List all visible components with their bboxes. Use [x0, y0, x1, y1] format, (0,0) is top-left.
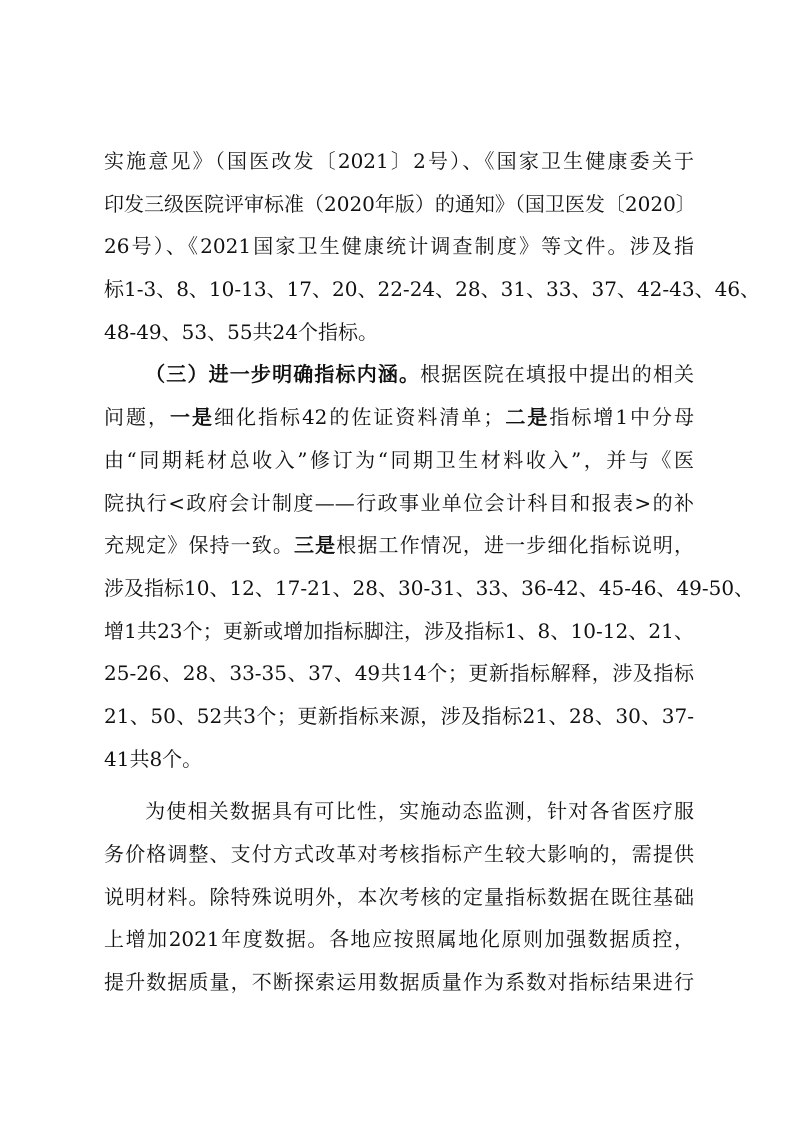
text-run: 根据工作情况，进一步细化指标说明， [336, 533, 695, 558]
emphasis-first: 一是 [169, 405, 214, 430]
text-run: 指标增1中分母 [549, 405, 695, 430]
text-line: 上增加2021年度数据。各地应按照属地化原则加强数据质控， [104, 927, 694, 952]
text-run: 根据医院在填报中提出的相关 [420, 362, 695, 387]
text-line: 实施意见》（国医改发〔2021〕2号）、《国家卫生健康委关于 [104, 149, 694, 173]
text-run: 充规定》保持一致。 [104, 533, 294, 558]
paragraph-gap [104, 780, 694, 790]
text-line: 由“同期耗材总收入”修订为“同期卫生材料收入”，并与《医 [104, 447, 694, 472]
text-line: 涉及指标10、12、17-21、28、30-31、33、36-42、45-46、49-50、 [104, 575, 755, 600]
paragraph-policy-references [104, 140, 761, 353]
text-run: 为使相关数据具有可比性，实施动态监测，针对各省医疗服 [144, 799, 694, 824]
text-line: 41共8个。 [104, 746, 203, 771]
text-line: 26号）、《2021国家卫生健康统计调查制度》等文件。涉及指 [104, 234, 694, 259]
text-line: 院执行<政府会计制度——行政事业单位会计科目和报表>的补 [104, 490, 694, 515]
text-line [104, 353, 694, 396]
text-line: 说明材料。除特殊说明外，本次考核的定量指标数据在既往基础 [104, 884, 694, 909]
text-line [104, 524, 694, 567]
paragraph-data-comparability [104, 790, 694, 1003]
text-run: 问题， [104, 405, 170, 430]
text-line: 印发三级医院评审标准（2020年版）的通知》（国卫医发〔2020〕 [104, 191, 696, 216]
text-line: 21、50、52共3个；更新指标来源，涉及指标21、28、30、37- [104, 703, 694, 728]
text-line [104, 396, 694, 439]
text-run: 细化指标42的佐证资料清单； [213, 405, 504, 430]
emphasis-second: 二是 [503, 405, 550, 430]
text-line: 提升数据质量，不断探索运用数据质量作为系数对指标结果进行 [104, 970, 694, 995]
emphasis-third: 三是 [294, 533, 337, 558]
section-heading: （三）进一步明确指标内涵。 [144, 362, 421, 387]
document-body [104, 140, 761, 1004]
text-line [104, 790, 694, 833]
text-line: 48-49、53、55共24个指标。 [104, 319, 379, 344]
text-line: 务价格调整、支付方式改革对考核指标产生较大影响的，需提供 [104, 842, 694, 866]
text-line: 25-26、28、33-35、37、49共14个；更新指标解释，涉及指标 [104, 661, 694, 686]
paragraph-indicator-connotation [104, 353, 755, 780]
text-line: 增1共23个；更新或增加指标脚注，涉及指标1、8、10-12、21、 [104, 618, 694, 643]
text-line: 标1-3、8、10-13、17、20、22-24、28、31、33、37、42-43、46、 [104, 277, 761, 302]
